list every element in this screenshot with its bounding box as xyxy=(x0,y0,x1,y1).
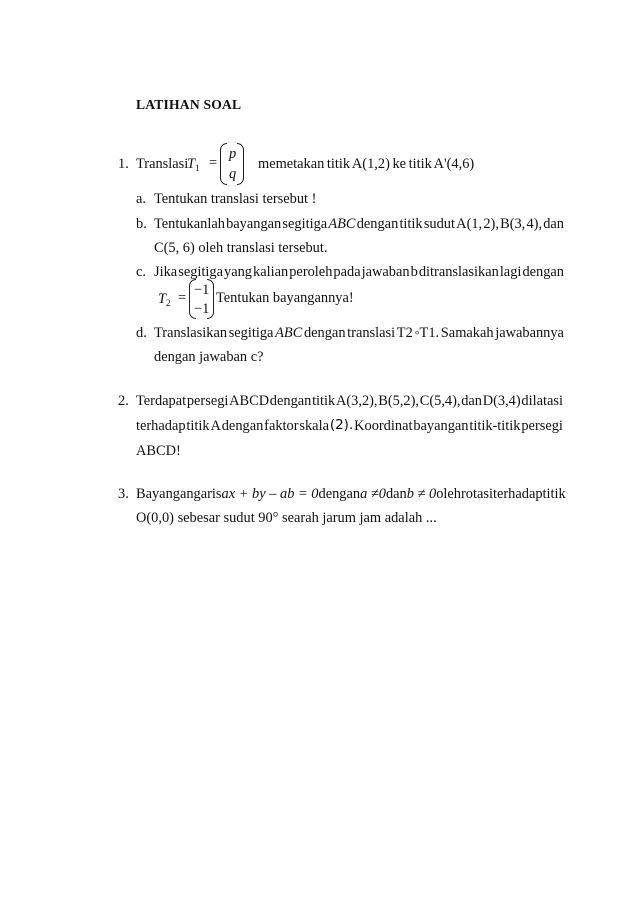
word: B(5,2), xyxy=(378,393,420,409)
word: ABC xyxy=(328,216,356,232)
word: segitiga xyxy=(178,264,223,280)
word: terhadap xyxy=(136,418,186,434)
word: titik xyxy=(399,216,423,232)
word: 4), xyxy=(526,216,543,232)
word: dengan xyxy=(221,418,264,434)
item-letter: c. xyxy=(136,264,146,280)
item-letter: b. xyxy=(136,216,147,232)
page-title: LATIHAN SOAL xyxy=(136,97,242,112)
word: C(5,4), xyxy=(419,393,461,409)
q1b-line2: C(5, 6) oleh translasi tersebut. xyxy=(154,240,328,256)
word: dengan xyxy=(318,486,361,502)
word: dengan xyxy=(522,264,564,280)
word: Terdapat xyxy=(136,393,187,409)
t2-symbol: T xyxy=(158,291,167,307)
t2-subscript: 2 xyxy=(166,299,171,309)
word: Tentukanlah xyxy=(154,216,225,232)
word: kalian xyxy=(253,264,289,280)
q1b-line1 xyxy=(154,217,564,231)
word: jawabannya xyxy=(495,325,564,341)
word: sudut xyxy=(423,216,455,232)
word: dilatasi xyxy=(521,393,563,409)
word: dan xyxy=(385,486,407,502)
word: Samakah xyxy=(440,325,494,341)
word: garis xyxy=(193,486,222,502)
word: titik-titik xyxy=(469,418,521,434)
condition: b ≠ 0 xyxy=(406,486,437,502)
t1-symbol: T xyxy=(187,156,196,172)
word: dengan xyxy=(269,393,312,409)
t1-top: p xyxy=(229,146,237,162)
word: yang xyxy=(224,264,252,280)
word: A(3,2), xyxy=(335,393,378,409)
t2-right-paren xyxy=(207,279,214,319)
item-letter: a. xyxy=(136,191,146,207)
q1d-line2: dengan jawaban c? xyxy=(154,349,264,365)
word: 2), xyxy=(483,216,499,232)
q3-line1 xyxy=(136,486,566,502)
word: dan xyxy=(461,393,482,409)
word: peroleh xyxy=(289,264,333,280)
t1-right-paren xyxy=(237,143,244,185)
t1-left-paren xyxy=(220,143,227,185)
word: D(3,4) xyxy=(482,393,521,409)
q1c-line1 xyxy=(154,265,564,279)
question-number: 3. xyxy=(118,486,129,502)
q2-line1 xyxy=(136,394,563,408)
word: bayangan xyxy=(226,216,282,232)
t1-equals: = xyxy=(209,155,218,171)
word: titik xyxy=(542,486,566,502)
word: skala xyxy=(299,418,329,434)
word: dan xyxy=(543,216,564,232)
word: ABCD xyxy=(229,393,270,409)
word: B(3, xyxy=(500,216,526,232)
word: b xyxy=(410,264,418,280)
item-letter: d. xyxy=(136,325,147,341)
word: segitiga xyxy=(282,216,328,232)
word: titik xyxy=(312,393,336,409)
word: ditranslasikan xyxy=(418,264,499,280)
q2-line2 xyxy=(136,419,563,433)
word: T2 xyxy=(396,325,413,341)
word: Jika xyxy=(154,264,178,280)
t2-equals: = xyxy=(178,290,187,306)
word: translasi xyxy=(347,325,396,341)
t1-subscript: 1 xyxy=(195,164,200,174)
q1-statement: memetakan titik A(1,2) ke titik A'(4,6) xyxy=(258,156,475,172)
q1a-text: Tentukan translasi tersebut ! xyxy=(154,191,317,207)
word: persegi xyxy=(186,393,229,409)
question-number: 2. xyxy=(118,393,129,409)
word: ABC xyxy=(275,325,303,341)
word: pada xyxy=(333,264,361,280)
word: segitiga xyxy=(228,325,274,341)
q1c-tail: Tentukan bayangannya! xyxy=(216,290,354,306)
word: dengan xyxy=(303,325,346,341)
t1-bottom: q xyxy=(229,166,237,182)
word: Koordinat xyxy=(354,418,413,434)
word: titik xyxy=(186,418,210,434)
word: rotasi xyxy=(461,486,493,502)
word: lagi xyxy=(499,264,522,280)
word: terhadap xyxy=(492,486,543,502)
word: dengan xyxy=(356,216,399,232)
word: oleh xyxy=(436,486,461,502)
word: jawaban xyxy=(361,264,410,280)
word: Translasikan xyxy=(154,325,228,341)
t2-bottom: −1 xyxy=(194,301,210,317)
word: faktor xyxy=(264,418,299,434)
word: Bayangan xyxy=(136,486,194,502)
t2-top: −1 xyxy=(194,282,210,298)
word: bayangan xyxy=(413,418,469,434)
q2-line3: ABCD! xyxy=(136,443,181,459)
q1-label: Translasi xyxy=(136,156,189,172)
word: A xyxy=(210,418,221,434)
word: A(1, xyxy=(456,216,483,232)
condition: a ≠0 xyxy=(360,486,386,502)
equation: ax + by – ab = 0 xyxy=(221,486,319,502)
word: (2). xyxy=(329,417,354,433)
q3-line2: O(0,0) sebesar sudut 90° searah jarum jam adalah ... xyxy=(136,510,437,526)
question-number: 1. xyxy=(118,156,129,172)
word: persegi xyxy=(521,418,563,434)
q1d-line1 xyxy=(154,326,564,340)
word: ◦T1. xyxy=(414,325,440,341)
